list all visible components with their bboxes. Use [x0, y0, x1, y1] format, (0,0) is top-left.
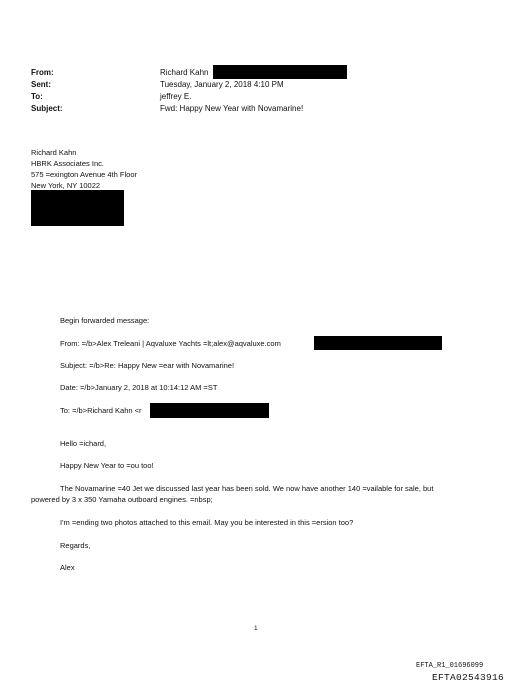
greeting: Hello =ichard, — [60, 439, 107, 448]
sent-value: Tuesday, January 2, 2018 4:10 PM — [160, 80, 284, 89]
forward-from-line: From: =/b>Alex Treleani | Aqvaluxe Yachts =lt;alex@aqvaluxe.com — [60, 339, 281, 348]
forward-to-line: To: =/b>Richard Kahn <r — [60, 406, 142, 415]
signature-address: 575 =exington Avenue 4th Floor — [31, 170, 137, 179]
signature-name: Richard Kahn — [31, 148, 77, 157]
closing: Regards, — [60, 541, 91, 550]
signature-city: New York, NY 10022 — [31, 181, 101, 190]
subject-label: Subject: — [31, 104, 63, 113]
to-value: jeffrey E. — [160, 92, 192, 101]
subject-value: Fwd: Happy New Year with Novamarine! — [160, 104, 304, 113]
page-number: 1 — [254, 625, 258, 632]
photos-line: I'm =ending two photos attached to this email. May you be interested in this =ersion too? — [60, 518, 354, 527]
redaction-bar — [213, 65, 347, 79]
redaction-bar — [31, 190, 124, 226]
from-label: From: — [31, 68, 54, 77]
bates-stamp-primary: EFTA_R1_01696099 — [416, 662, 484, 670]
bates-stamp-secondary: EFTA02543916 — [432, 672, 505, 683]
forward-intro: Begin forwarded message: — [60, 316, 150, 325]
signature-company: HBRK Associates Inc. — [31, 159, 104, 168]
new-year-line: Happy New Year to =ou too! — [60, 461, 154, 470]
forward-subject-line: Subject: =/b>Re: Happy New =ear with Novamarine! — [60, 361, 235, 370]
redaction-bar — [150, 403, 269, 418]
paragraph-line-1: The Novamarine =40 Jet we discussed last year has been sold. We now have another 140 =vailable for sale, but — [60, 484, 434, 493]
sender-signoff: Alex — [60, 563, 75, 572]
forward-date-line: Date: =/b>January 2, 2018 at 10:14:12 AM =ST — [60, 383, 218, 392]
redaction-bar — [314, 336, 442, 350]
to-label: To: — [31, 92, 43, 101]
sent-label: Sent: — [31, 80, 51, 89]
from-value: Richard Kahn — [160, 68, 209, 77]
paragraph-line-2: powered by 3 x 350 Yamaha outboard engines. =nbsp; — [31, 495, 213, 504]
